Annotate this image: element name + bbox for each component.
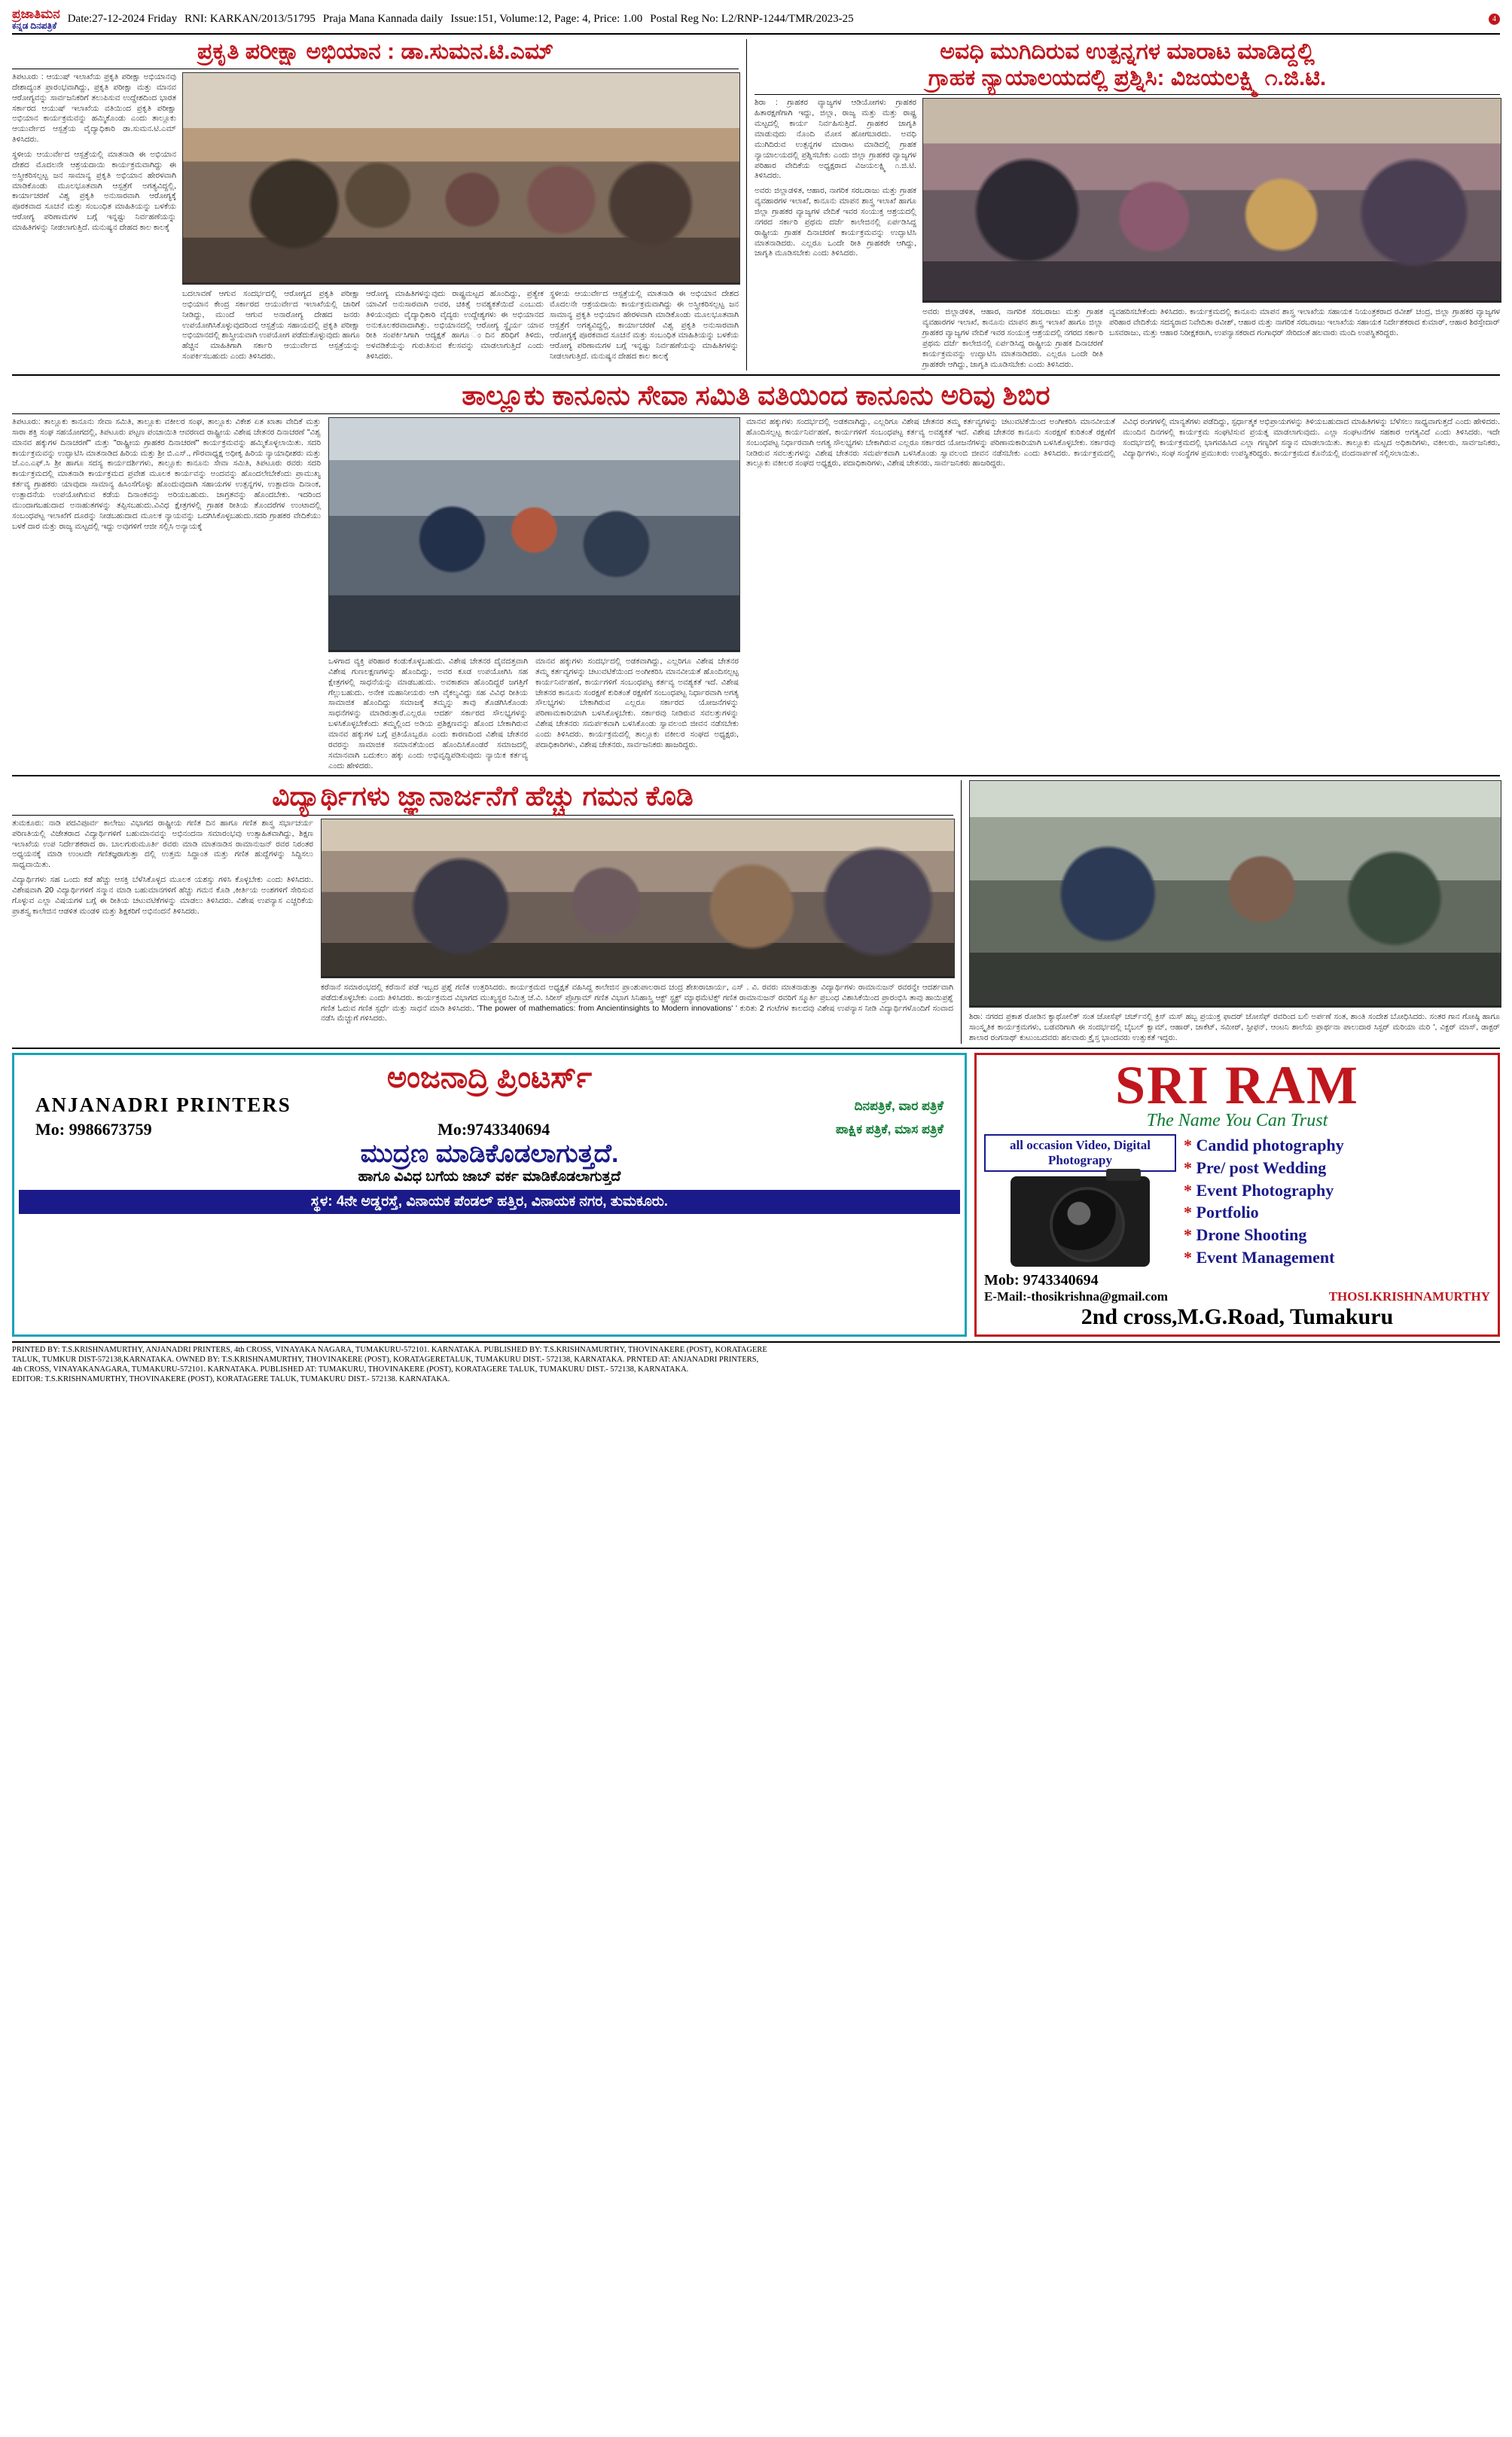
story2-col1b: ಅವರು ಜಿಲ್ಲಾಡಳಿತ, ಆಹಾರ, ನಾಗರಿಕ ಸರಬರಾಜು ಮತ್ತು ಗ್ರಾಹಕ ವ್ಯವಹಾರಗಳ ಇಲಾಖೆ, ಕಾನೂನು ಮಾಪನ ಶಾಸ್ತ್ರ ಇಲಾಖೆ ಹಾಗೂ ಜಿಲ್ಲಾ ಗ್ರಾಹಕರ ವ್ಯಾಜ್ಯಗಳ ವೇದಿಕೆ ಇವರ ಸಂಯುಕ್ತ ಆಶ್ರಯದಲ್ಲಿ ನಗರದ ಸರ್ಕಾರಿ ಪ್ರಥಮ ದರ್ಜೆ ಕಾಲೇಜಿನಲ್ಲಿ ಏರ್ಪಡಿಸಿದ್ದ ರಾಷ್ಟ್ರೀಯ ಗ್ರಾಹಕ ದಿನಾಚರಣೆ ಕಾರ್ಯಕ್ರಮವನ್ನು ಉದ್ಘಾಟಿಸಿ ಮಾತನಾಡಿದರು. ಎಲ್ಲರೂ ಒಂದೇ ರೀತಿ ಗ್ರಾಹಕರೇ ಆಗಿದ್ದು, ಜಾಗೃತಿ ಮೂಡಿಸಬೇಕು ಎಂದು ತಿಳಿಸಿದರು. <box>754 186 916 258</box>
story5-photo <box>969 780 1501 1008</box>
masthead-logo <box>12 8 60 30</box>
ad-anjanadri-printers[interactable] <box>12 1053 967 1337</box>
anjanadri-jobwork-line: ಹಾಗೂ ವಿವಿಧ ಬಗೆಯ ಜಾಬ್ ವರ್ಕ ಮಾಡಿಕೊಡಲಾಗುತ್ತದೆ <box>358 1169 621 1185</box>
story4-col1b: ವಿದ್ಯಾರ್ಥಿಗಳು ಸಹ ಒಂದು ಕಡೆ ಹೆಚ್ಚು ಆಸಕ್ತಿ ಬೆಳೆಸಿಕೊಳ್ಳದ ಮೂಲಕ ಯಶಸ್ಸು ಗಳಿಸಿ ಕೊಳ್ಳಬೇಕು ಎಂದು ತಿಳಿಸಿದರು. ವಿಶೇಷವಾಗಿ 20 ವಿದ್ಯಾರ್ಥಿಗಳಿಗೆ ಸನ್ಮಾನ ಮಾಡಿ ಬಹುಮಾನಗಳಿಗೆ ಹೆಚ್ಚು ಗಮನ ಕೊಡಿ ,ಕೀರ್ತಿಯ ಅಂಶಗಳಿಗೆ ಸೇರಿಸುವ ಗೊಳ್ಳುವ ಎಲ್ಲಾ ವಿಷಯಗಳ ಬಗ್ಗೆ ಈ ರೀತಿಯ ಚಟುವಟಿಕೆಗಳನ್ನು ಮಾಡಲು ತಿಳಿಸಿದರು. ವಿಶೇಷ ಉಪನ್ಯಾಸ ಎಚ್ಚರಿಕೆಯ ಪ್ರಾಶಸ್ತ್ಯ ಕಾಲೇಜಿನ ಆಡಳಿತ ಮಂಡಳಿ ಮತ್ತು ಶಿಕ್ಷಕರಿಗೆ ಅಭಿನಂದನೆ ತಿಳಿಸಿದರು. <box>12 875 313 916</box>
story1-col1b: ಸ್ಥಳೀಯ ಆಯುರ್ವೇದ ಆಸ್ಪತ್ರೆಯಲ್ಲಿ ಮಾತನಾಡಿ ಈ ಅಭಿಯಾನ ದೇಶದ ಮೊದಲನೇ ಆಶ್ರಯದಾಯಿ ಕಾರ್ಯಕ್ರಮವಾಗಿದ್ದು ಈ ಅಸ್ತ್ರೀಕರಿಸಲ್ಪಟ್ಟ ಜನ ಸಾಮಾನ್ಯ ಪ್ರಕೃತಿ ಅಭಿಯಾನ ಹೇರಳವಾಗಿ ಮಾಡಿಕೊಂಡು ಮೂಲಭೂತವಾಗಿ ಆಸ್ಪತ್ರೆಗೆ ಅಗತ್ಯವಿದ್ದಲ್ಲಿ, ಕಾರ್ಯಾಚರಣೆ ವಿಶ್ವ ಪ್ರಕೃತಿ ಅನುಸಾರವಾಗಿ ಆರೋಗ್ಯಕ್ಕೆ ಪೂರಕವಾದ ಸೂಚನೆ ಮತ್ತು ಸಂಬಂಧಿತ ಮಾಹಿತಿಯನ್ನು ಬಳಕೆಯ ಆರೋಗ್ಯ ಪರಿಣಾಮಗಳ ಬಗ್ಗೆ ಇನ್ನಷ್ಟು ನಿರ್ವಹಣೆಯನ್ನು ಮಾಹಿತಿಗಳನ್ನು ನೀಡಲಾಗುತ್ತಿದೆ. ಮನುಷ್ಯನ ದೇಹದ ಕಾಲ ಕಾಲಕ್ಕೆ <box>12 149 176 232</box>
story3-photo-caption <box>329 650 739 651</box>
ad-sri-ram[interactable] <box>974 1053 1500 1337</box>
story3-col1: ತಿಪಟೂರು: ತಾಲ್ಲೂಕು ಕಾನೂನು ಸೇವಾ ಸಮಿತಿ, ತಾಲ್ಲೂಕು ವಕೀಲರ ಸಂಘ, ತಾಲ್ಲೂಕು ವಿಕೇಶ ಏತ ಖಾತಾ ವೇದಿಕೆ ಮತ್ತು ಸಾರಾ ಶಕ್ತಿ ಸಂಘ ಸಹಯೋಗದಲ್ಲಿ, ತಿಪಟೂರು ಪಟ್ಟಣ ಪಂಚಾಯಿತಿ ಆವರಣದ ರಾಷ್ಟ್ರೀಯ ವಿಶೇಷ ಚೇತನರ ದಿನಾಚರಣೆ "ವಿಶ್ವ ಮಾನವ ಹಕ್ಕುಗಳ ದಿನಾಚರಣೆ" ಮತ್ತು "ರಾಷ್ಟ್ರೀಯ ಗ್ರಾಹಕರ ದಿನಾಚರಣೆ" ಕಾರ್ಯಕ್ರಮವನ್ನು ಹಮ್ಮಿಕೊಳ್ಳಲಾಯಿತು. ಸದರಿ ಕಾರ್ಯಕ್ರಮವನ್ನು ಉದ್ಘಾಟಿಸಿ ಮಾತನಾಡಿದ ಹಿರಿಯ ಮತ್ತು ಶ್ರೀ ಬಿ.ಎಸ್., ಗೌರವಾಧ್ಯಕ್ಷ ಅಧೀಕೃ ಹಿರಿಯ ನ್ಯಾಯಾಧೀಶರು ಮತ್ತು ಜೆ.ಎಂ.ಎಫ್.ಸಿ ಶ್ರೀ ಹಾಗೂ ಸದಸ್ಯ ಕಾರ್ಯದರ್ಶಿಗಳು, ತಾಲ್ಲೂಕು ಕಾನೂನು ಸೇವಾ ಸಮಿತಿ, ತಿಪಟೂರು ರವರು ಸದರಿ ಕಾರ್ಯಕ್ರಮದಲ್ಲಿ ಮಾತನಾಡಿ ಕಾರ್ಯಕ್ರಮದ ಪ್ರವೇಶ ಮೂಲಕ ಕಾರ್ಯವನ್ನು ಅಂದವನ್ನು ಹೊಂದಲೇಬೇಕೆಂದು ಪ್ರಾಮುಖ್ಯ ಕರ್ತವ್ಯ ಗ್ರಾಹಕರು ಯಾವುದಾ ಸಾಮಾನ್ಯ ಹಿಸಿಂಸೆಗೊಳ್ಳು ಹೊಂದುವುದಾಗಿ ಸಹಾಯಗಳ ಉತ್ಪನ್ನಗಳ, ಉತ್ಪಾದನಾ ದಿನಾಂಕ, ಉತ್ಪಾದನೆಯ ಉಪಯೋಗಿಸುವ ಕಡೆಯ ದಿನಾಂಕವನ್ನು ಅರಿಯಬಹುದು. ಜಾಗ್ರತವನ್ನು ಹೊಂದಬೇಕು. ಇದರಿಂದ ಮುಂದಾಗಬಹುದಾದ ಅನಾಹುತಗಳನ್ನು ತಪ್ಪಿಸಬಹುದು.ವಿವಿಧ ಕ್ಷೇತ್ರಗಳಲ್ಲಿ ಗ್ರಾಹಕ ರೀತಿಯ ತೊಂದರೆಗಳ ಉಂಟಾದಲ್ಲಿ ಸಂಬಂಧಪಟ್ಟ ಇಲಾಖೆಗೆ ದೂರನ್ನು ನೀಡಬಹುದಾದ ಮೂಲಕ ನ್ಯಾಯವನ್ನು ಒದಗಿಸಿಕೊಳ್ಳಬಹುದು.ಸದರಿ ಗ್ರಾಹಕರ ವೇದಿಕೆಯು ಬಳಕೆ ದಾರ ಮತ್ತು ರಾಜ್ಯ ಮಟ್ಟದಲ್ಲಿ ಇದ್ದು ಅವುಗಳಿಗೆ ಆಜೀ ಸಲ್ಲಿಸಿ ಅನ್ಯಾಯಕ್ಕೆ <box>12 416 321 531</box>
story4-headline: ವಿದ್ಯಾರ್ಥಿಗಳು ಜ್ಞಾನಾರ್ಜನೆಗೆ ಹೆಚ್ಚು ಗಮನ ಕೊಡಿ <box>272 780 694 812</box>
sriram-service-2-label: Event Photography <box>1196 1180 1334 1200</box>
sriram-service-1: * Pre/ post Wedding <box>1184 1158 1327 1178</box>
story1-headline: ಪ್ರಕೃತಿ ಪರೀಕ್ಷಾ ಅಭಿಯಾನ : ಡಾ.ಸುಮನ.ಟಿ.ಎಮ್ <box>197 39 553 65</box>
imprint-footer <box>12 1341 1500 1385</box>
sriram-owner-name: THOSI.KRISHNAMURTHY <box>1328 1289 1490 1304</box>
story2-photo-caption <box>923 300 1501 302</box>
story-prakruti-parikshe <box>12 39 739 370</box>
story5-col1: ಶಿರಾ: ನಗರದ ಪ್ರಕಾಶ ರೋಡಿನ ಕ್ಯಾಥೋಲಿಕ್ ಸಂತ ಜೋಸೆಫ್ ಚರ್ಚ್‌ನಲ್ಲಿ ಕ್ರಿಸ್ ಮಸ್ ಹಬ್ಬ ಪ್ರಯುಕ್ತ ಫಾದರ್ ಜೋಸೆಫ್ ರವರಿಂದ ಬಲಿ ಅರ್ಪಣೆ ಸಂತ, ಶಾಂತಿ ಸಂದೇಶ ಬೋಧಿಸಿದರು. ಸಂತರ ಗಾನ ಗೋಷ್ಠಿ ಹಾಗೂ ಸಾಂಸ್ಕೃತಿಕ ಕಾರ್ಯಕ್ರಮಗಳು, ಬಡವರಿಗಾಗಿ ಈ ಸಂದರ್ಭದಲ್ಲಿ ಬೈಬಲ್ ಕ್ವಾಮ್, ಆಹಾರ್, ಜಾಕೆಟ್, ಸಮೀರ್, ಸ್ಟೀಫನ್, ಆಂಟನಿ ಶಾಲೆಯ ಪ್ರಾರ್ಥನಾ ಪಾಲುದಾರ ಸಿಸ್ಟರ್ ಮರಿಯಾ ಮರಿ ', ವಿಕ್ಟರ್ ಮಾಸ್, ಡಾಕ್ಟರ್ ಶಾಲಾರ ರಂಗನಾಥ್ ಕುಟುಂಬದವರು ಹಲವಾರು ಕ್ರೈಸ್ತ ಭಾಂದವರು ಉತ್ಸುಕತೆ ಇದ್ದರು. <box>969 1012 1500 1043</box>
story2-col2: ಅವರು ಜಿಲ್ಲಾಡಳಿತ, ಆಹಾರ, ನಾಗರಿಕ ಸರಬರಾಜು ಮತ್ತು ಗ್ರಾಹಕ ವ್ಯವಹಾರಗಳ ಇಲಾಖೆ, ಕಾನೂನು ಮಾಪನ ಶಾಸ್ತ್ರ ಇಲಾಖೆ ಹಾಗೂ ಜಿಲ್ಲಾ ಗ್ರಾಹಕರ ವ್ಯಾಜ್ಯಗಳ ವೇದಿಕೆ ಇವರ ಸಂಯುಕ್ತ ಆಶ್ರಯದಲ್ಲಿ ನಗರದ ಸರ್ಕಾರಿ ಪ್ರಥಮ ದರ್ಜೆ ಕಾಲೇಜಿನಲ್ಲಿ ಏರ್ಪಡಿಸಿದ್ದ ರಾಷ್ಟ್ರೀಯ ಗ್ರಾಹಕ ದಿನಾಚರಣೆ ಕಾರ್ಯಕ್ರಮವನ್ನು ಉದ್ಘಾಟಿಸಿ ಮಾತನಾಡಿದರು. ಎಲ್ಲರೂ ಒಂದೇ ರೀತಿ ಗ್ರಾಹಕರೇ ಆಗಿದ್ದು, ಜಾಗೃತಿ ಮೂಡಿಸಬೇಕು ಎಂದು ತಿಳಿಸಿದರು. <box>922 307 1103 369</box>
anjanadri-green-line2: ಪಾಕ್ಷಿಕ ಪತ್ರಿಕೆ, ಮಾಸ ಪತ್ರಿಕೆ <box>835 1122 943 1137</box>
sriram-service-0: * Candid photography <box>1184 1136 1344 1155</box>
story1-photo-caption <box>183 282 739 284</box>
story4-photo-caption <box>322 976 954 978</box>
masthead-postal: Postal Reg No: L2/RNP-1244/TMR/2023-25 <box>650 12 854 25</box>
story-vidyarthigalu <box>12 780 1500 1044</box>
anjanadri-address: ಸ್ಥಳ: 4ನೇ ಅಡ್ಡರಸ್ತೆ, ವಿನಾಯಕ ಪೆಂಡಲ್ ಹತ್ತಿರ, ವಿನಾಯಕ ನಗರ, ತುಮಕೂರು. <box>19 1190 960 1214</box>
sriram-service-5-label: Event Management <box>1196 1247 1335 1267</box>
footer-line-1: PRINTED BY: T.S.KRISHNAMURTHY, ANJANADRI PRINTERS, 4th CROSS, VINAYAKA NAGARA, TUMAKURU-572101. KARNATAKA. PUBLISHED BY: T.S.KRISHNAMURTHY, THOVINAKERE (POST), KORATAGERE <box>12 1345 767 1354</box>
sriram-service-4-label: Drone Shooting <box>1196 1225 1307 1245</box>
anjanadri-kannada-name: ಅಂಜನಾದ್ರಿ ಪ್ರಿಂಟರ್ಸ್ <box>386 1061 593 1095</box>
story-christmas-church <box>969 780 1500 1044</box>
story3-col4: ವಿವಿಧ ರಂಗಗಳಲ್ಲಿ ಮಾನ್ಯತೆಗಳು ಪಡೆದಿದ್ದು, ಸ್ಪರ್ಧಾತ್ಮಕ ಅಭಿಪ್ರಾಯಗಳನ್ನು ತಿಳಿಯಬಹುದಾದ ಮಾಹಿತಿಗಳನ್ನು ಬೆಳೆಸಲು ಸಾಧ್ಯವಾಗುತ್ತದೆ ಎಂದು ಹೇಳಿದರು. ಮುಂದಿನ ದಿನಗಳಲ್ಲಿ ಕಾರ್ಯಕ್ರಮ ಸಂಘಟಿಸುವ ಪ್ರಯತ್ನ ಮಾಡಲಾಗುವುದು. ಎಲ್ಲಾ ಸಂಘಟನೆಗಳ ಸಹಕಾರ ಅಗತ್ಯವಿದೆ ಎಂದು ತಿಳಿಸಿದರು. ಇದೇ ಸಂದರ್ಭದಲ್ಲಿ ಕಾರ್ಯಕ್ರಮದಲ್ಲಿ ಭಾಗವಹಿಸಿದ ಎಲ್ಲಾ ಗಣ್ಯರಿಗೆ ಸನ್ಮಾನ ಮಾಡಲಾಯಿತು. ತಾಲ್ಲೂಕು ಮಟ್ಟದ ಅಧಿಕಾರಿಗಳು, ವಕೀಲರು, ಸಾರ್ವಜನಿಕರು, ವಿದ್ಯಾರ್ಥಿಗಳು, ಸಂಘ ಸಂಸ್ಥೆಗಳ ಪ್ರಮುಖರು ಉಪಸ್ಥಿತರಿದ್ದರು. ಕಾರ್ಯಕ್ರಮದ ಕೊನೆಯಲ್ಲಿ ವಂದನಾರ್ಪಣೆ ಸಲ್ಲಿಸಲಾಯಿತು. <box>1123 416 1500 458</box>
story-grahaka-nyayalaya <box>754 39 1500 370</box>
footer-line-3: 4th CROSS, VINAYAKANAGARA, TUMAKURU-572101. KARNATAKA. PUBLISHED AT: TUMAKURU, THOVINAKERE (POST), KORATAGERE TALUK, TUMAKURU DIST.- 572138, KARNATAKA. <box>12 1365 689 1374</box>
story-kanoonu-arivu-shibira <box>12 380 1500 772</box>
page-number-badge: 4 <box>1489 14 1500 25</box>
story3-headline: ತಾಲ್ಲೂಕು ಕಾನೂನು ಸೇವಾ ಸಮಿತಿ ವತಿಯಿಂದ ಕಾನೂನು ಅರಿವು ಶಿಬಿರ <box>462 379 1050 410</box>
footer-line-4: EDITOR: T.S.KRISHNAMURTHY, THOVINAKERE (POST), KORATAGERE TALUK, TUMAKURU DIST.- 572138. KARNATAKA. <box>12 1374 450 1383</box>
anjanadri-mobile-2[interactable]: Mo:9743340694 <box>437 1120 550 1139</box>
camera-icon <box>1011 1176 1150 1267</box>
footer-line-2: TALUK, TUMKUR DIST-572138,KARNATAKA. OWNED BY: T.S.KRISHNAMURTHY, THOVINAKERE (POST), KORATAGERETALUK, TUMAKURU DIST.- 572138, KARNATAKA. PRNTED AT: ANJANADRI PRINTERS, <box>12 1355 759 1364</box>
masthead-date: Date:27-12-2024 Friday <box>67 12 178 25</box>
sriram-service-2: * Event Photography <box>1184 1180 1334 1200</box>
anjanadri-green-line1: ದಿನಪತ್ರಿಕೆ, ವಾರ ಪತ್ರಿಕೆ <box>854 1098 943 1113</box>
masthead-logo-kannada: ಪ್ರಜಾತಿಮನ <box>12 7 60 21</box>
story3-col3: ಮಾನವ ಹಕ್ಕುಗಳು ಸಂದರ್ಭದಲ್ಲಿ ಅಡಕವಾಗಿದ್ದು, ಎಲ್ಲರಿಗೂ ವಿಶೇಷ ಚೇತನರ ತಮ್ಮ ಕರ್ತವ್ಯಗಳನ್ನು ಚಟುವಟಿಕೆಯಿಂದ ಅಂಗೀಕರಿಸಿ ಮಾನವೀಯತೆ ಹೊಂದಿಸಲ್ಪಟ್ಟ ಕಾರ್ಯನಿರ್ವಹಣೆ, ಕಾರ್ಯಗಳಿಗೆ ಸಂಬಂಧಪಟ್ಟ ಕರ್ತವ್ಯ ಅವಶ್ಯಕತೆ ಇದೆ. ವಿಶೇಷ ಚೇತನರ ಕಾನೂನು ಸಂರಕ್ಷಣೆ ಕುರಿತಂತೆ ರಕ್ಷಣೆಗೆ ಸಂಬಂಧಪಟ್ಟ ನಿರ್ಧಾರವಾಗಿ ಅಗತ್ಯ ಸೌಲಭ್ಯಗಳು ಬೇಕಾಗಿರುವ ಎಲ್ಲರೂ ಸರ್ಕಾರದ ಯೋಜನೆಗಳನ್ನು ಪರಿಣಾಮಕಾರಿಯಾಗಿ ಬಳಸಿಕೊಳ್ಳಬೇಕು. ಸರ್ಕಾರವು ನೀಡಿರುವ ಸವಲತ್ತುಗಳನ್ನು ವಿಶೇಷ ಚೇತನರು ಸಮರ್ಪಕವಾಗಿ ಬಳಸಿಕೊಂಡು ಸ್ವಾವಲಂಬಿ ಜೀವನ ನಡೆಸಬೇಕು ಎಂದು ತಿಳಿಸಿದರು. ಕಾರ್ಯಕ್ರಮದಲ್ಲಿ ತಾಲ್ಲೂಕು ವಕೀಲರ ಸಂಘದ ಅಧ್ಯಕ್ಷರು, ಪದಾಧಿಕಾರಿಗಳು, ವಿಶೇಷ ಚೇತನರು, ಸಾರ್ವಜನಿಕರು ಹಾಜರಿದ್ದರು. <box>746 416 1115 468</box>
sriram-service-0-label: Candid photography <box>1196 1136 1344 1155</box>
sriram-service-5: * Event Management <box>1184 1247 1335 1267</box>
anjanadri-mobile-1[interactable]: Mo: 9986673759 <box>35 1120 152 1139</box>
masthead-logo-subtitle: ಕನ್ನಡ ದಿನಪತ್ರಿಕೆ <box>12 20 57 31</box>
sriram-address: 2nd cross,M.G.Road, Tumakuru <box>1081 1304 1394 1329</box>
story2-headline-line1: ಅವಧಿ ಮುಗಿದಿರುವ ಉತ್ಪನ್ನಗಳ ಮಾರಾಟ ಮಾಡಿದ್ದಲ್ಲಿ <box>940 39 1315 65</box>
sriram-service-3-label: Portfolio <box>1196 1203 1259 1222</box>
sriram-badge: all occasion Video, Digital Photograpy <box>984 1134 1176 1171</box>
story1-col2: ಬದಲಾವಣೆ ಆಗುವ ಸಂದರ್ಭದಲ್ಲಿ ಆರೋಗ್ಯದ ಪ್ರಕೃತಿ ಪರೀಕ್ಷಾ ಅಭಿಯಾನ ಕೇಂದ್ರ ಸರ್ಕಾರದ ಆಯುರ್ವೇದ ಇಲಾಖೆಯಲ್ಲಿ ಜಾರಿಗೆ ನೀಡಿದ್ದು, ಮುಂದೆ ಆಗುವ ಅನಾರೋಗ್ಯ ದೇಹದ ಜನರು ಉಪಯೋಗಿಸಿಕೊಳ್ಳುವುದರಿಂದ ಆಸ್ಪತ್ರೆಯ ಸಹಾಯದಲ್ಲಿ ಪ್ರಕೃತಿ ಪರೀಕ್ಷಾ ಅಭಿಯಾನದಲ್ಲಿ ಶಾಸ್ತ್ರೀಯವಾಗಿ ಉಪಯೋಗ ಪಡೆದುಕೊಳ್ಳುವುದು ಹಾಗೂ ಹೆಚ್ಚಿನ ಮಾಹಿತಿಗಾಗಿ ಸರ್ಕಾರಿ ಆಯುರ್ವೇದ ಆಸ್ಪತ್ರೆಯನ್ನು ಸಂಪರ್ಕಿಸಬಹುದು ಎಂದು ತಿಳಿಸಿದರು. <box>182 288 360 361</box>
sriram-service-1-label: Pre/ post Wedding <box>1196 1158 1327 1178</box>
sriram-email[interactable]: E-Mail:-thosikrishna@gmail.com <box>984 1289 1168 1304</box>
story1-col4: ಸ್ಥಳೀಯ ಆಯುರ್ವೇದ ಆಸ್ಪತ್ರೆಯಲ್ಲಿ ಮಾತನಾಡಿ ಈ ಅಭಿಯಾನ ದೇಶದ ಮೊದಲನೇ ಆಶ್ರಯದಾಯಿ ಕಾರ್ಯಕ್ರಮವಾಗಿದ್ದು ಈ ಅಸ್ತ್ರೀಕರಿಸಲ್ಪಟ್ಟ ಜನ ಸಾಮಾನ್ಯ ಪ್ರಕೃತಿ ಅಭಿಯಾನ ಹೇರಳವಾಗಿ ಮಾಡಿಕೊಂಡು ಮೂಲಭೂತವಾಗಿ ಆಸ್ಪತ್ರೆಗೆ ಅಗತ್ಯವಿದ್ದಲ್ಲಿ, ಕಾರ್ಯಾಚರಣೆ ವಿಶ್ವ ಪ್ರಕೃತಿ ಅನುಸಾರವಾಗಿ ಆರೋಗ್ಯಕ್ಕೆ ಪೂರಕವಾದ ಸೂಚನೆ ಮತ್ತು ಸಂಬಂಧಿತ ಮಾಹಿತಿಯನ್ನು ಬಳಕೆಯ ಆರೋಗ್ಯ ಪರಿಣಾಮಗಳ ಬಗ್ಗೆ ಇನ್ನಷ್ಟು ನಿರ್ವಹಣೆಯನ್ನು ಮಾಹಿತಿಗಳನ್ನು ನೀಡಲಾಗುತ್ತಿದೆ. ಮನುಷ್ಯನ ದೇಹದ ಕಾಲ ಕಾಲಕ್ಕೆ <box>550 288 739 361</box>
story4-col1: ತುಮಕೂರು: ನಾಡಿ ಪದವಿಪೂರ್ವ ಕಾಲೇಜು ವಿಭಾಗದ ರಾಷ್ಟ್ರೀಯ ಗಣಿತ ದಿನ ಹಾಗೂ ಗಣಿತ ಶಾಸ್ತ್ರ ಸರ್ಭಾಚರ್ಯ ಪರಿಣತಿಯಲ್ಲಿ ವಿಜೇತರಾದ ವಿದ್ಯಾರ್ಥಿಗಳಿಗೆ ಬಹುಮಾನವನ್ನು ಅಭಿನಂದನಾ ಸಮಾರಂಭವು ಉತ್ಸಾಹಿತವಾಗಿದ್ದು, ಶಿಕ್ಷಣ ಇಲಾಖೆಯ ಉಪ ನಿರ್ದೇಶಕರಾದ ರಾ. ಬಾಲಗುರುಮೂರ್ತಿ ರವರು ಮಾಡಿ ಮಾತನಾಡಿಸ ರಾಮಾನುಜನ್ ರವರ ನಿರಂತರ ಅಧ್ಯಯನಕ್ಕೆ ಮಾಡಿ ಉಂಟದೇ ಗಣಿತಜ್ಞರಾಗುತ್ತಾ ದಲ್ಲಿ ಉತ್ತಮ ಸಿದ್ದಾಂತ ಮತ್ತು ಗಣಿತ ಹುದ್ದೆಗಳನ್ನು ಸಿದ್ದಿಸಲು ಸಾಧ್ಯವಾಯಿತು. <box>12 818 313 870</box>
masthead <box>12 8 1500 35</box>
story4-col2: ಕರೆನಾನೆ ಸಮಾರಂಭದಲ್ಲಿ ಕರೆನಾನೆ ಪಡೆ ಇಬ್ಬದ ಪ್ರಶ್ನೆ ಗಣಿತ ಉತ್ತರಿಸಿದರು. ಕಾರ್ಯಕ್ರಮದ ಅಧ್ಯಕ್ಷತೆ ವಹಿಸಿದ್ದ ಕಾಲೇಜಿನ ಪ್ರಾಂಶುಪಾಲರಾದ ಚಂದ್ರ ಶೇಖರಾಚಾರ್ಯ, ಎಸ್ . ವಿ. ರವರು ಮಾತನಾಡುತ್ತಾ ವಿದ್ಯಾರ್ಥಿಗಳು ರಾಮಾನುಜನ್ ರವರನ್ನೇ ಆದರ್ಶವಾಗಿ ಪಡೆದುಕೊಳ್ಳಬೇಕು ಎಂದು ತಿಳಿಸಿದರು. ಕಾರ್ಯಕ್ರಮದ ವಿಭಾಗದ ಮುಖ್ಯಸ್ಥರ ನಿಮಿತ್ತ ಜೆ.ವಿ. ಸಿರೀಸ್ ಪ್ರೊಗ್ರಾಮ್ ಗಣಿತ ವಿಭಾಗ ಸಿನಿಹಾಸ್ತ್ರಿ ಆಕ್ಟ್ ಸ್ಟ್ರಕ್ಟ್ ಮ್ಯಾಥಮೆಟಿಕ್ಸ್ ಗಣಿತ ರಾಮಾನುಜನ್ ರವರಿಗೆ ಸ್ಮೂರ್ತಿ ಪ್ರಬಂಧ ವಿಶಾಸಿಕೆಯಿಂದ ಪ್ರಾರಂಭಿಸಿ ತಾವು ಹಾಯಿಪ್ರಶ್ನೆ ಗಣಿತ ಓದುವ ಗಣಿತ ಸ್ಪರ್ಧೆ ಮತ್ತು ಸಾಧನೆ ಮಾಡಿ ತಿಳಿಸಿದರು. 'The power of mathematics: from Ancientinsights to Modern innovations' ' ಕುರಿತು 2 ಗಂಟೆಗಳ ಕಾಲದವು ವಿಶೇಷ ಉಪನ್ಯಾಸ ನೀಡಿ ವಿದ್ಯಾರ್ಥಿಗಳೊಂದಿಗೆ ಸಂವಾದ ನಡೆಸಿ ಮೆಚ್ಚುಗೆ ಗಳಿಸಿದರು. <box>321 982 953 1023</box>
sriram-tagline: The Name You Can Trust <box>1146 1111 1328 1131</box>
story2-col1: ಶಿರಾ : ಗ್ರಾಹಕರ ವ್ಯಾಜ್ಯಗಳ ಆಡಿಯೋಗಳು ಗ್ರಾಹಕರ ಹಿತಾರಕ್ಷಣೆಗಾಗಿ ಇದ್ದು, ಜಿಲ್ಲಾ, ರಾಜ್ಯ ಮತ್ತು ಮತ್ತು ರಾಷ್ಟ್ರ ಮಟ್ಟದಲ್ಲಿ ಕಾರ್ಯ ನಿರ್ವಹಿಸುತ್ತಿದೆ. ಗ್ರಾಹಕರ ಜಾಗೃತಿ ಮಾಡುವುದು ನೊಂದಿ ಮೋಸ ಹೋಗಬಾರದು. ಅವಧಿ ಮುಗಿದಿರುವ ಉತ್ಪನ್ನಗಳ ಮಾರಾಟ ಮಾಡಿದಲ್ಲಿ ಗ್ರಾಹಕ ನ್ಯಾಯಾಲಯದಲ್ಲಿ ಪ್ರಶ್ನಿಸಬೇಕು ಎಂದು ಜಿಲ್ಲಾ ಗ್ರಾಹಕರ ವ್ಯಾಜ್ಯಗಳ ಪರಿಹಾರ ವೇದಿಕೆಯ ಅಧ್ಯಕ್ಷರಾದ ವಿಜಯಲಕ್ಷ್ಮಿ ೧.ಜಿ.ಟಿ. ತಿಳಿಸಿದರು. <box>754 98 916 181</box>
story4-photo <box>321 819 955 978</box>
sriram-service-3: * Portfolio <box>1184 1203 1259 1222</box>
sriram-mobile[interactable]: Mob: 9743340694 <box>984 1271 1099 1289</box>
story1-photo <box>182 72 740 285</box>
sriram-service-4: * Drone Shooting <box>1184 1225 1307 1245</box>
masthead-title: Praja Mana Kannada daily <box>322 12 444 25</box>
story3-col2b: ಮಾನವ ಹಕ್ಕುಗಳು ಸಂದರ್ಭದಲ್ಲಿ ಅಡಕವಾಗಿದ್ದು, ಎಲ್ಲರಿಗೂ ವಿಶೇಷ ಚೇತನರ ತಮ್ಮ ಕರ್ತವ್ಯಗಳನ್ನು ಚಟುವಟಿಕೆಯಿಂದ ಅಂಗೀಕರಿಸಿ ಮಾನವೀಯತೆ ಹೊಂದಿಸಲ್ಪಟ್ಟ ಕಾರ್ಯನಿರ್ವಹಣೆ, ಕಾರ್ಯಗಳಿಗೆ ಸಂಬಂಧಪಟ್ಟ ಕರ್ತವ್ಯ ಅವಶ್ಯಕತೆ ಇದೆ. ವಿಶೇಷ ಚೇತನರ ಕಾನೂನು ಸಂರಕ್ಷಣೆ ಕುರಿತಂತೆ ರಕ್ಷಣೆಗೆ ಸಂಬಂಧಪಟ್ಟ ನಿರ್ಧಾರವಾಗಿ ಅಗತ್ಯ ಸೌಲಭ್ಯಗಳು ಬೇಕಾಗಿರುವ ಎಲ್ಲರೂ ಸರ್ಕಾರದ ಯೋಜನೆಗಳನ್ನು ಪರಿಣಾಮಕಾರಿಯಾಗಿ ಬಳಸಿಕೊಳ್ಳಬೇಕು. ಸರ್ಕಾರವು ನೀಡಿರುವ ಸವಲತ್ತುಗಳನ್ನು ವಿಶೇಷ ಚೇತನರು ಸಮರ್ಪಕವಾಗಿ ಬಳಸಿಕೊಂಡು ಸ್ವಾವಲಂಬಿ ಜೀವನ ನಡೆಸಬೇಕು ಎಂದು ತಿಳಿಸಿದರು. ಕಾರ್ಯಕ್ರಮದಲ್ಲಿ ತಾಲ್ಲೂಕು ವಕೀಲರ ಸಂಘದ ಅಧ್ಯಕ್ಷರು, ಪದಾಧಿಕಾರಿಗಳು, ವಿಶೇಷ ಚೇತನರು, ಸಾರ್ವಜನಿಕರು ಹಾಜರಿದ್ದರು. <box>535 656 739 749</box>
story2-photo <box>922 98 1501 303</box>
story5-photo-caption <box>970 1005 1501 1007</box>
masthead-issue: Issue:151, Volume:12, Page: 4, Price: 1.00 <box>450 12 643 25</box>
masthead-rni: RNI: KARKAN/2013/51795 <box>184 12 316 25</box>
story3-col2: ಒಳಗಾದ ವ್ಯಕ್ತಿ ಪರಿಹಾರ ಕಂಡುಕೊಳ್ಳಬಹುದು. ವಿಶೇಷ ಚೇತನರ ದೈವದತ್ತವಾಗಿ ವಿಶೇಷ ಗುಣಲಕ್ಷಣಗಳನ್ನು ಹೊಂದಿದ್ದು, ಅವರ ಕೂಡ ಉಪಯೋಗಿಸಿ ಸಹ ಕ್ಷೇತ್ರಗಳಲ್ಲಿ ಸಾಧನೆಯನ್ನು ಮಾಡಬಹುದು. ಅವಕಾಶವಾ ಹೊಂದಿದ್ದರೆ ಜಗತ್ತಿಗೆ ಗೆಲ್ಲುಬಹುದು. ಅನೇಕ ಮಹಾನೀಯರು ಆಗಿ ವೈಕಲ್ಯವಿದ್ದು ಸಹ ವಿವಿಧ ರೀತಿಯ ಸಾಮಾಜಿಕ ಹೊಂದಿದ್ದು ಸಮಾಜಕ್ಕೆ ತಮ್ಮನ್ನು ತಾವು ತೊಡಗಿಸಿಕೊಂಡು ಸಾಧನೆಗಳನ್ನು ಮಾಡಿರುತ್ತಾರೆ.ಎಲ್ಲರೂ ಆದರ್ಶ ಸರ್ಕಾರದ ಸೌಲಭ್ಯಗಳನ್ನು ಬಳಸಿಕೊಳ್ಳಬೇಕೆಂದು ತಮ್ಮಲ್ಲಿಂದ ಅಡಿಯ ಪ್ರಶಿಕ್ಷಣವನ್ನು ಹೊಂದ ಬೇಕಾಗಿರುವ ಮಾನವ ಹಕ್ಕುಗಳ ಬಗ್ಗೆ ಪ್ರತಿಯೊಬ್ಬರೂ ಎಂದು ಕಾರಣದಿಂದ ವಿಶೇಷ ಚೇತನರ ರವರನ್ನು ಸಾಮಾಜಿಕ ಸಮಾನತೆಯಿಂದ ಹೊಂದಿಸಿಕೊಂಡರೆ ಸಮಾಜದಲ್ಲಿ ಸಮಾನವಾಗಿ ಬದುಕಲು ಹಕ್ಕು ಎಂದು ಅಭಿವೃದ್ಧಿಪಡಿಸುವುದು ನ್ಯಾಯಿಕ ಕರ್ತವ್ಯ ಎಂದು ಹೇಳಿದರು. <box>328 656 528 770</box>
story1-col3: ಆರೋಗ್ಯ ಮಾಹಿತಿಗಳನ್ನುವುದು ರಾಷ್ಟ್ರಮಟ್ಟದ ಹೊಂದಿದ್ದು, ಪ್ರತ್ಯೇಕ ಯಾವಿಗೆ ಅನುಸಾರವಾಗಿ ಅವರ, ಚಿಕಿತ್ಸೆ ಅವಶ್ಯಕತೆಯಿದೆ ಎಂಬುದು ತಿಳಿಯುವುದು ವೈದ್ಯಾಧಿಕಾರಿ ವೈದ್ಯರು ಉದ್ದೇಶ್ಯಗಳು ಈ ಅಭಿಯಾನದ ಅನುಕೂಲಕರವಾದಾಗಿತ್ತು. ಅಭಿಯಾನದಲ್ಲಿ ಆರೋಗ್ಯ ಸ್ಥೈರ್ಯ ಯಾವ ರೀತಿ ಸಂಪರ್ಕಿಸಿಗಾಗಿ ಆದ್ಯಕ್ಷತೆ ಹಾಗೂ ಂದಿನ ಶರಿಧಿಗೆ ತಿಳಿದು, ಅಳವಡಿಕೆಯನ್ನು ಗುರುತಿಸುವ ಕೆಲಸವನ್ನು ಮಾಡಲಾಗುತ್ತಿದೆ ಎಂದು ತಿಳಿಸಿದರು. <box>366 288 544 361</box>
story3-photo <box>328 417 740 652</box>
story2-col3: ವ್ಯವಹರಿಸಬೇಕೆಂದು ತಿಳಿಸಿದರು. ಕಾರ್ಯಕ್ರಮದಲ್ಲಿ ಕಾನೂನು ಮಾಪನ ಶಾಸ್ತ್ರ ಇಲಾಖೆಯ ಸಹಾಯಕ ನಿಯಂತ್ರಕರಾದ ರವೀಶ್ ಚಂದ್ರ, ಜಿಲ್ಲಾ ಗ್ರಾಹಕರ ವ್ಯಾಜ್ಯಗಳ ಪರಿಹಾರ ವೇದಿಕೆಯ ಸದಸ್ಯರಾದ ನಿವೇದಿತಾ ರವೀಶ್, ಆಹಾರ ಮತ್ತು ನಾಗರಿಕ ಸರಬರಾಜು ಇಲಾಖೆಯ ಸಹಾಯಕ ನಿರ್ದೇಶಕರಾದ ಕುಮಾರ್, ಆಹಾರ ಶಿರಸ್ತೇದಾರ್ ಬಸವರಾಜು, ಮತ್ತು ಆಹಾರ ನಿರೀಕ್ಷಕರಾಗಿ, ಉಪನ್ಯಾಸಕರಾದ ಗಂಗಾಧರ್ ಸೇರಿದಂತೆ ಹಲವಾರು ಮಂದಿ ಉಪಸ್ಥಿತರಿದ್ದರು. <box>1109 307 1500 338</box>
sriram-title: SRI RAM <box>1114 1055 1359 1116</box>
anjanadri-english-name: ANJANADRI PRINTERS <box>35 1093 291 1117</box>
story2-headline-line2: ಗ್ರಾಹಕ ನ್ಯಾಯಾಲಯದಲ್ಲಿ ಪ್ರಶ್ನಿಸಿ: ವಿಜಯಲಕ್ಷ್ಮಿ ೧.ಜಿ.ಟಿ. <box>928 65 1327 90</box>
anjanadri-print-line: ಮುದ್ರಣ ಮಾಡಿಕೊಡಲಾಗುತ್ತದೆ. <box>360 1139 619 1169</box>
story1-col1: ತಿಪಟೂರು : ಆಯುಷ್ ಇಲಾಖೆಯ ಪ್ರಕೃತಿ ಪರೀಕ್ಷಾ ಅಭಿಯಾನವು ದೇಶಾದ್ಯಂತ ಪ್ರಾರಂಭವಾಗಿದ್ದು, ಪ್ರಕೃತಿ ಪರೀಕ್ಷಾ ಮತ್ತು ಮಾನವ ಆರೋಗ್ಯವನ್ನು ಸಾರ್ವಜನಿಕರಿಗೆ ತಲುಪಿಸುವ ಉದ್ದೇಶದಿಂದ ಭಾರತ ಸರ್ಕಾರದ ಆಯುಷ್ ಇಲಾಖೆಯ ವತಿಯಿಂದ ಪ್ರಕೃತಿ ಪರೀಕ್ಷಾ ಅಭಿಯಾನ ಕಾರ್ಯಕ್ರಮವನ್ನು ಹಮ್ಮಿಕೊಂಡು ಎಂದು ತಾಲ್ಲೂಕು ಆಯುರ್ವೇದ ಆಸ್ಪತ್ರೆಯ ವೈದ್ಯಾಧಿಕಾರಿ ಡಾ.ಸುಮನ.ಟಿ.ಎಮ್ ತಿಳಿಸಿದರು. <box>12 72 176 145</box>
